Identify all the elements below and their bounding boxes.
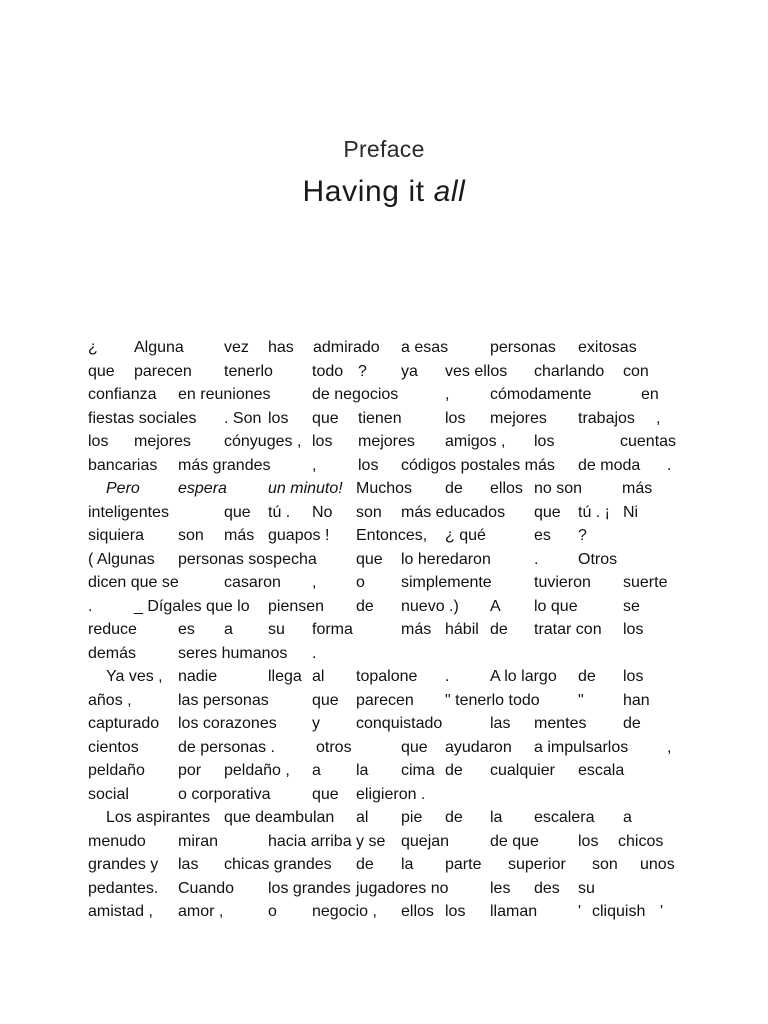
word: ayudaron xyxy=(445,738,512,756)
word: de xyxy=(445,809,463,826)
word: tenerlo xyxy=(224,362,273,380)
word: ¿ qué xyxy=(445,527,486,544)
word: des xyxy=(534,879,560,897)
word: siquiera xyxy=(88,527,145,544)
word: mejores xyxy=(358,433,415,450)
word: la xyxy=(490,809,503,826)
text-line xyxy=(88,363,688,387)
word: los xyxy=(534,433,555,450)
word: los xyxy=(268,409,289,427)
word: cientos xyxy=(88,738,139,756)
word: tú . ¡ xyxy=(578,503,611,521)
word: los xyxy=(312,433,333,450)
word: fiestas sociales xyxy=(88,409,197,427)
word: que xyxy=(312,691,339,709)
word: quejan xyxy=(401,832,450,850)
word: pie xyxy=(401,809,423,826)
word: los xyxy=(445,903,466,920)
text-line xyxy=(88,527,688,551)
word: suerte xyxy=(623,574,668,591)
word: ellos xyxy=(490,480,523,497)
word: exitosas xyxy=(578,339,637,356)
word: grandes y xyxy=(88,856,159,873)
text-line xyxy=(88,645,688,669)
text-line xyxy=(88,786,688,810)
word: se xyxy=(623,597,640,615)
word: _ Dígales que lo xyxy=(134,597,250,615)
word: amistad , xyxy=(88,903,153,920)
word: a xyxy=(623,809,632,826)
word: que deambulan xyxy=(224,809,335,826)
word: miran xyxy=(178,832,219,850)
chapter-title-main: Having it xyxy=(302,175,434,208)
text-line xyxy=(88,809,688,833)
text-line xyxy=(88,856,688,880)
word: cuentas xyxy=(620,433,677,450)
text-line xyxy=(88,739,688,763)
word: los corazones xyxy=(178,715,277,732)
word: escalera xyxy=(534,809,595,826)
word: Ya ves , xyxy=(106,668,163,685)
word: cómodamente xyxy=(490,386,592,403)
word: confianza xyxy=(88,386,157,403)
word: de personas . xyxy=(178,738,275,756)
word: o xyxy=(356,574,365,591)
word: casaron xyxy=(224,574,281,591)
text-line xyxy=(88,386,688,410)
word: . xyxy=(667,456,672,474)
text-line xyxy=(88,410,688,434)
word: menudo xyxy=(88,832,146,850)
word: más educados xyxy=(401,503,506,521)
word: jugadores no xyxy=(356,879,449,897)
word: vez xyxy=(224,339,249,356)
word: que xyxy=(88,362,115,380)
word: trabajos xyxy=(578,409,635,427)
word: simplemente xyxy=(401,574,492,591)
word: A lo largo xyxy=(490,668,557,685)
word: personas xyxy=(490,339,556,356)
word: les xyxy=(490,879,511,897)
word: los xyxy=(623,621,644,638)
word: Entonces, xyxy=(356,527,428,544)
word: las xyxy=(490,715,511,732)
word: Los aspirantes xyxy=(106,809,211,826)
word: Pero xyxy=(106,480,140,497)
word: más xyxy=(622,480,653,497)
word: amigos , xyxy=(445,433,506,450)
word: ¿ xyxy=(88,339,98,356)
word: . xyxy=(445,668,450,685)
word: los grandes xyxy=(268,879,351,897)
word: social xyxy=(88,785,129,803)
word: cualquier xyxy=(490,762,555,779)
word: negocio , xyxy=(312,903,377,920)
word: " xyxy=(578,691,584,709)
word: ya xyxy=(401,362,418,380)
word: piensen xyxy=(268,597,325,615)
word: personas sospecha xyxy=(178,550,317,568)
word: espera xyxy=(178,480,227,497)
word: o corporativa xyxy=(178,785,271,803)
word: a xyxy=(224,621,233,638)
word: al xyxy=(356,809,369,826)
text-line xyxy=(88,598,688,622)
word: mejores xyxy=(490,409,547,427)
word: son xyxy=(178,527,204,544)
text-line xyxy=(88,621,688,645)
word: forma xyxy=(312,621,353,638)
word: que xyxy=(401,738,428,756)
word: las personas xyxy=(178,691,269,709)
word: su xyxy=(268,621,285,638)
word: dicen que se xyxy=(88,574,179,591)
word: No xyxy=(312,503,333,521)
word: nuevo .) xyxy=(401,597,459,615)
word: todo xyxy=(312,362,344,380)
word: seres humanos xyxy=(178,644,288,662)
word: Alguna xyxy=(134,339,184,356)
word: ves ellos xyxy=(445,362,508,380)
text-line xyxy=(88,339,688,363)
text-line xyxy=(88,574,688,598)
word: capturado xyxy=(88,715,160,732)
word: reduce xyxy=(88,621,137,638)
word: unos xyxy=(640,856,675,873)
text-line xyxy=(88,903,688,927)
word: de xyxy=(490,621,508,638)
word: los xyxy=(358,456,379,474)
word: hacia arriba y se xyxy=(268,832,386,850)
word: hábil xyxy=(445,621,479,638)
word: códigos postales más xyxy=(401,456,555,474)
word: a esas xyxy=(401,339,449,356)
word: que xyxy=(224,503,251,521)
text-line xyxy=(88,457,688,481)
word: más grandes xyxy=(178,456,271,474)
word: llaman xyxy=(490,903,538,920)
word: lo que xyxy=(534,597,578,615)
word: un minuto! xyxy=(268,480,343,497)
word: de xyxy=(578,668,596,685)
word: ellos xyxy=(401,903,434,920)
word: los xyxy=(445,409,466,427)
word: . xyxy=(312,644,317,662)
word: tú . xyxy=(268,503,291,521)
word: charlando xyxy=(534,362,605,380)
word: a impulsarlos xyxy=(534,738,629,756)
word: Muchos xyxy=(356,480,413,497)
word: las xyxy=(178,856,199,873)
word: inteligentes xyxy=(88,503,169,521)
word: o xyxy=(268,903,277,920)
word: tienen xyxy=(358,409,402,427)
word: de negocios xyxy=(312,386,399,403)
chapter-title-italic: all xyxy=(433,175,466,208)
word: la xyxy=(356,762,369,779)
text-line xyxy=(88,692,688,716)
word: de xyxy=(445,762,463,779)
word: bancarias xyxy=(88,456,158,474)
word: otros xyxy=(316,738,352,756)
preface-label: Preface xyxy=(343,136,425,162)
word: en reuniones xyxy=(178,386,271,403)
chapter-title xyxy=(0,174,768,210)
word: su xyxy=(578,879,595,897)
word: has xyxy=(268,339,294,356)
word: amor , xyxy=(178,903,224,920)
word: , xyxy=(667,738,672,756)
word: Otros xyxy=(578,550,618,568)
word: de xyxy=(445,480,463,497)
text-line xyxy=(88,880,688,904)
word: más xyxy=(224,527,255,544)
word: cliquish xyxy=(592,903,646,920)
word: los xyxy=(623,668,644,685)
word: de que xyxy=(490,832,539,850)
word: son xyxy=(356,503,382,521)
word: conquistado xyxy=(356,715,443,732)
word: , xyxy=(312,456,317,474)
chapter-heading xyxy=(0,134,768,210)
word: que xyxy=(312,409,339,427)
word: de xyxy=(356,856,374,873)
word: cónyuges , xyxy=(224,433,302,450)
word: ' xyxy=(578,903,582,920)
word: es xyxy=(178,621,195,638)
word: no son xyxy=(534,480,583,497)
word: chicas grandes xyxy=(224,856,332,873)
word: cima xyxy=(401,762,435,779)
word: peldaño , xyxy=(224,762,290,779)
word: a xyxy=(312,762,321,779)
word: guapos ! xyxy=(268,527,330,544)
word: ( Algunas xyxy=(88,550,155,568)
word: años , xyxy=(88,691,132,709)
word: demás xyxy=(88,644,137,662)
text-line xyxy=(88,433,688,457)
text-line xyxy=(88,551,688,575)
word: . xyxy=(88,597,93,615)
text-line xyxy=(88,668,688,692)
word: lo heredaron xyxy=(401,550,491,568)
word: tratar con xyxy=(534,621,602,638)
word: que xyxy=(356,550,383,568)
word: superior xyxy=(508,856,566,873)
text-line xyxy=(88,833,688,857)
word: , xyxy=(656,409,661,427)
word: y xyxy=(312,715,320,732)
word: topalone xyxy=(356,668,418,685)
word: eligieron . xyxy=(356,785,426,803)
word: de xyxy=(623,715,641,732)
word: parecen xyxy=(134,362,192,380)
word: , xyxy=(312,574,317,591)
word: han xyxy=(623,691,650,709)
word: son xyxy=(592,856,618,873)
word: que xyxy=(312,785,339,803)
word: por xyxy=(178,762,202,779)
word: al xyxy=(312,668,325,685)
body-text xyxy=(88,339,688,927)
word: mejores xyxy=(134,433,191,450)
word: chicos xyxy=(618,832,664,850)
word: tuvieron xyxy=(534,574,591,591)
word: la xyxy=(401,856,414,873)
word: ? xyxy=(358,362,367,380)
text-line xyxy=(88,715,688,739)
word: más xyxy=(401,621,432,638)
word: es xyxy=(534,527,551,544)
word: admirado xyxy=(313,339,380,356)
word: mentes xyxy=(534,715,587,732)
word: pedantes. xyxy=(88,879,159,897)
word: peldaño xyxy=(88,762,145,779)
text-line xyxy=(88,762,688,786)
text-line xyxy=(88,480,688,504)
word: escala xyxy=(578,762,625,779)
word: los xyxy=(88,433,109,450)
word: en xyxy=(641,386,659,403)
word: llega xyxy=(268,668,302,685)
word: nadie xyxy=(178,668,218,685)
word: A xyxy=(490,597,501,615)
word: , xyxy=(445,386,450,403)
word: ' xyxy=(660,903,664,920)
word: " tenerlo todo xyxy=(445,691,540,709)
word: Cuando xyxy=(178,879,235,897)
word: de xyxy=(356,597,374,615)
word: de moda xyxy=(578,456,641,474)
word: Ni xyxy=(623,503,639,521)
word: . Son xyxy=(224,409,262,427)
word: . xyxy=(534,550,539,568)
word: parecen xyxy=(356,691,414,709)
word: que xyxy=(534,503,561,521)
word: los xyxy=(578,832,599,850)
word: con xyxy=(623,362,649,380)
text-line xyxy=(88,504,688,528)
word: ? xyxy=(578,527,587,544)
word: parte xyxy=(445,856,482,873)
